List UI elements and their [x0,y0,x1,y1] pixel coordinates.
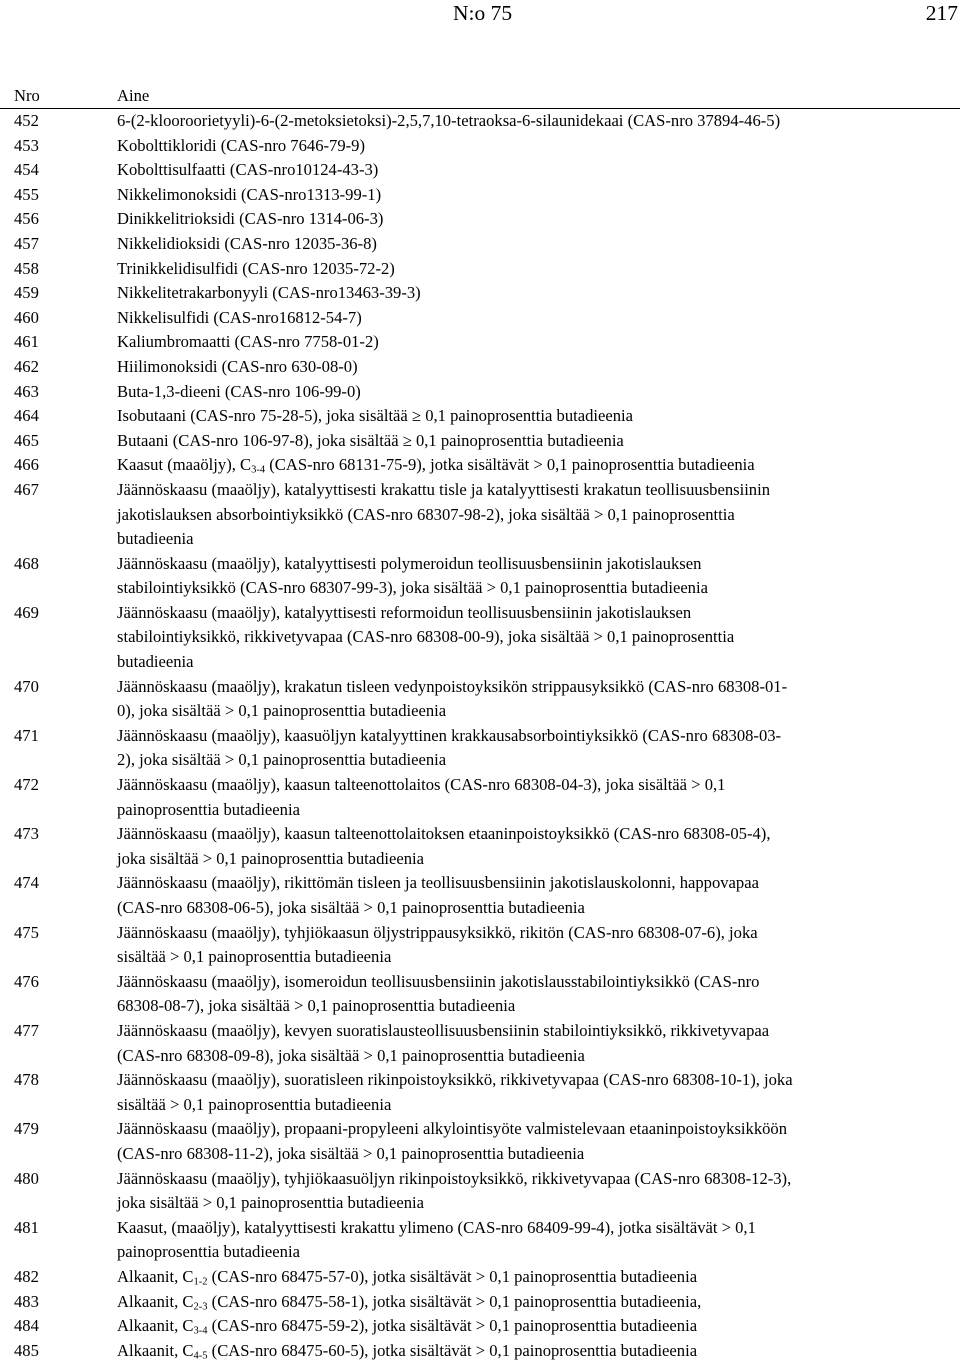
description-line [117,355,943,380]
description-line [117,847,943,872]
substance-description [117,970,943,1019]
substance-description [117,257,943,282]
text-segment: Buta-1,3-dieeni (CAS-nro 106-99-0) [117,381,361,401]
description-line [117,601,943,626]
text-segment: (CAS-nro 68308-11-2), joka sisältää > 0,1 painoprosenttia butadieenia [117,1143,585,1163]
row-number: 456 [14,209,39,229]
substance-description [117,1019,943,1068]
row-number: 465 [14,430,39,450]
substance-description [117,330,943,355]
table-row [0,183,960,208]
row-number: 466 [14,455,39,475]
substance-description [117,109,943,134]
description-line [117,134,943,159]
text-segment: painoprosenttia butadieenia [117,799,300,819]
description-line [117,453,943,478]
text-segment: Jäännöskaasu (maaöljy), propaani-propyleeni alkylointisyöte valmistelevaan etaaninpoistoyksikköön [117,1119,788,1139]
text-segment: Jäännöskaasu (maaöljy), suoratisleen rikinpoistoyksikkö, rikkivetyvapaa (CAS-nro 68308-10-1), joka [117,1070,793,1090]
description-line [117,1142,943,1167]
row-number: 453 [14,135,39,155]
table-row [0,1117,960,1166]
row-number: 452 [14,111,39,130]
description-line [117,773,943,798]
description-line [117,1044,943,1069]
text-segment: Kaasut (maaöljy), C [117,455,252,475]
substance-description [117,429,943,454]
row-number: 473 [14,824,39,844]
table-row [0,380,960,405]
row-number: 477 [14,1020,39,1040]
substance-description [117,822,943,871]
text-segment: (CAS-nro 68308-09-8), joka sisältää > 0,1 painoprosenttia butadieenia [117,1045,585,1065]
description-line [117,1191,943,1216]
substance-description [117,478,943,552]
text-segment: Alkaanit, C [117,1316,194,1336]
table-row [0,601,960,675]
row-number: 459 [14,283,39,303]
table-row [0,970,960,1019]
text-segment: Kobolttisulfaatti (CAS-nro10124-43-3) [117,160,379,180]
text-segment: Nikkelitetrakarbonyyli (CAS-nro13463-39-3) [117,283,421,303]
description-line [117,1240,943,1265]
substance-description [117,871,943,920]
row-number: 471 [14,725,39,745]
table-row [0,871,960,920]
column-header-aine: Aine [117,86,150,105]
text-segment: Hiilimonoksidi (CAS-nro 630-08-0) [117,356,358,376]
substance-description [117,306,943,331]
description-line [117,527,943,552]
description-line [117,1314,943,1339]
substance-description [117,1068,943,1117]
description-line [117,232,943,257]
substance-description [117,1314,943,1339]
text-segment: jakotislauksen absorbointiyksikkö (CAS-nro 68307-98-2), joka sisältää > 0,1 painoprosenttia [117,504,735,524]
row-number: 482 [14,1266,39,1286]
description-line [117,1093,943,1118]
row-number: 472 [14,775,39,795]
text-segment: painoprosenttia butadieenia [117,1242,300,1262]
text-segment: stabilointiyksikkö (CAS-nro 68307-99-3), joka sisältää > 0,1 painoprosenttia butadieenia [117,578,708,598]
row-number: 461 [14,332,39,352]
description-line [117,183,943,208]
description-line [117,281,943,306]
carbon-range-subscript: 1-2 [193,1276,208,1288]
description-line [117,576,943,601]
table-row [0,429,960,454]
row-number: 474 [14,873,39,893]
table-row [0,1265,960,1290]
table-row [0,1019,960,1068]
description-line [117,429,943,454]
description-line [117,1290,943,1315]
text-segment: 2), joka sisältää > 0,1 painoprosenttia butadieenia [117,750,447,770]
row-number: 462 [14,356,39,376]
description-line [117,109,943,134]
text-segment: joka sisältää > 0,1 painoprosenttia butadieenia [117,1193,425,1213]
description-line [117,822,943,847]
description-line [117,896,943,921]
description-line [117,503,943,528]
description-line [117,994,943,1019]
substance-description [117,1167,943,1216]
row-number: 470 [14,676,39,696]
row-number: 485 [14,1340,39,1360]
carbon-range-subscript: 2-3 [193,1301,208,1312]
table-row [0,134,960,159]
text-segment: 68308-08-7), joka sisältää > 0,1 painoprosenttia butadieenia [117,996,516,1016]
description-line [117,970,943,995]
table-header [0,84,960,109]
description-line [117,724,943,749]
table-row [0,1290,960,1315]
description-line [117,207,943,232]
text-segment: butadieenia [117,529,194,549]
description-line [117,748,943,773]
table-row [0,257,960,282]
table-row [0,1068,960,1117]
description-line [117,552,943,577]
text-segment: 6-(2-klooroorietyyli)-6-(2-metoksietoksi)-2,5,7,10-tetraoksa-6-silaunidekaai (CAS-nro 37894-46-5) [117,111,781,130]
substance-description [117,1290,943,1315]
table-row [0,1314,960,1339]
text-segment: Jäännöskaasu (maaöljy), kaasuöljyn katalyyttinen krakkausabsorbointiyksikkö (CAS-nro 68308-03- [117,725,782,745]
substance-description [117,1117,943,1166]
table-row [0,207,960,232]
description-line [117,158,943,183]
text-segment: Jäännöskaasu (maaöljy), kevyen suoratislausteollisuusbensiinin stabilointiyksikkö, rikkivetyvapaa [117,1020,770,1040]
table-row [0,478,960,552]
description-line [117,1019,943,1044]
text-segment: (CAS-nro 68131-75-9), jotka sisältävät > 0,1 painoprosenttia butadieenia [265,455,755,475]
table-row [0,1339,960,1364]
substance-description [117,207,943,232]
text-segment: Jäännöskaasu (maaöljy), katalyyttisesti polymeroidun teollisuusbensiinin jakotislauksen [117,553,702,573]
description-line [117,478,943,503]
text-segment: 0), joka sisältää > 0,1 painoprosenttia butadieenia [117,701,447,721]
row-number: 481 [14,1217,39,1237]
text-segment: (CAS-nro 68475-59-2), jotka sisältävät > 0,1 painoprosenttia butadieenia [207,1316,698,1336]
row-number: 454 [14,160,39,180]
text-segment: Jäännöskaasu (maaöljy), kaasun talteenottolaitoksen etaaninpoistoyksikkö (CAS-nro 68308-05-4), [117,824,771,844]
row-number: 475 [14,922,39,942]
table-row [0,453,960,478]
row-number: 483 [14,1291,39,1311]
substance-description [117,404,943,429]
description-line [117,650,943,675]
description-line [117,257,943,282]
text-segment: Jäännöskaasu (maaöljy), tyhjiökaasuöljyn rikinpoistoyksikkö, rikkivetyvapaa (CAS-nro 68308-12-3), [117,1168,792,1188]
table-row [0,1167,960,1216]
row-number: 463 [14,381,39,401]
row-number: 480 [14,1168,39,1188]
row-number: 468 [14,553,39,573]
text-segment: Jäännöskaasu (maaöljy), krakatun tisleen vedynpoistoyksikön strippausyksikkö (CAS-nro 68308-01- [117,676,788,696]
table-row [0,822,960,871]
table-body [0,109,960,1364]
row-number: 464 [14,406,39,426]
text-segment: Butaani (CAS-nro 106-97-8), joka sisältää ≥ 0,1 painoprosenttia butadieenia [117,430,624,450]
text-segment: Jäännöskaasu (maaöljy), tyhjiökaasun öljystrippausyksikkö, rikitön (CAS-nro 68308-07-6), joka [117,922,758,942]
text-segment: Nikkelidioksidi (CAS-nro 12035-36-8) [117,233,377,253]
text-segment: sisältää > 0,1 painoprosenttia butadieenia [117,1094,392,1114]
row-number: 484 [14,1316,39,1336]
description-line [117,675,943,700]
table-row [0,724,960,773]
row-number: 478 [14,1070,39,1090]
text-segment: joka sisältää > 0,1 painoprosenttia butadieenia [117,848,425,868]
substance-description [117,134,943,159]
text-segment: butadieenia [117,652,194,672]
description-line [117,625,943,650]
table-row [0,552,960,601]
table-row [0,404,960,429]
description-line [117,380,943,405]
text-segment: Alkaanit, C [117,1340,194,1360]
text-segment: Alkaanit, C [117,1266,194,1286]
description-line [117,871,943,896]
substance-description [117,675,943,724]
substance-description [117,183,943,208]
description-line [117,1265,943,1290]
row-number: 455 [14,184,39,204]
description-line [117,1167,943,1192]
text-segment: Alkaanit, C [117,1291,194,1311]
substance-description [117,1265,943,1290]
text-segment: Nikkelisulfidi (CAS-nro16812-54-7) [117,307,362,327]
table-row [0,355,960,380]
substance-description [117,773,943,822]
description-line [117,921,943,946]
table-row [0,1216,960,1265]
text-segment: (CAS-nro 68475-60-5), jotka sisältävät > 0,1 painoprosenttia butadieenia [207,1340,698,1360]
description-line [117,404,943,429]
text-segment: (CAS-nro 68308-06-5), joka sisältää > 0,1 painoprosenttia butadieenia [117,898,585,917]
text-segment: Isobutaani (CAS-nro 75-28-5), joka sisältää ≥ 0,1 painoprosenttia butadieenia [117,406,634,426]
text-segment: Jäännöskaasu (maaöljy), kaasun talteenottolaitos (CAS-nro 68308-04-3), joka sisältää > 0,1 [117,775,726,795]
row-number: 476 [14,971,39,991]
text-segment: Jäännöskaasu (maaöljy), katalyyttisesti reformoidun teollisuusbensiinin jakotislauksen [117,602,692,622]
substance-description [117,601,943,675]
table-row [0,773,960,822]
substance-description [117,355,943,380]
carbon-range-subscript: 3-4 [251,464,266,476]
row-number: 458 [14,258,39,278]
table-row [0,109,960,134]
substance-description [117,1216,943,1265]
substance-description [117,453,943,478]
table-row [0,921,960,970]
text-segment: Nikkelimonoksidi (CAS-nro1313-99-1) [117,184,382,204]
description-line [117,945,943,970]
table-row [0,330,960,355]
text-segment: Kaliumbromaatti (CAS-nro 7758-01-2) [117,332,379,352]
table-row [0,232,960,257]
text-segment: stabilointiyksikkö, rikkivetyvapaa (CAS-nro 68308-00-9), joka sisältää > 0,1 painoprosenttia [117,627,735,647]
substance-description [117,921,943,970]
row-number: 467 [14,479,39,499]
text-segment: sisältää > 0,1 painoprosenttia butadieenia [117,947,392,967]
row-number: 460 [14,307,39,327]
row-number: 479 [14,1119,39,1139]
substance-description [117,380,943,405]
description-line [117,699,943,724]
table-row [0,675,960,724]
substance-description [117,724,943,773]
text-segment: Jäännöskaasu (maaöljy), katalyyttisesti krakattu tisle ja katalyyttisesti krakatun teollisuusbensiinin [117,479,771,499]
page-number: 217 [925,1,958,25]
table-row [0,281,960,306]
text-segment: (CAS-nro 68475-57-0), jotka sisältävät > 0,1 painoprosenttia butadieenia [207,1266,698,1286]
text-segment: (CAS-nro 68475-58-1), jotka sisältävät > 0,1 painoprosenttia butadieenia, [207,1291,702,1311]
substance-description [117,281,943,306]
description-line [117,306,943,331]
description-line [117,798,943,823]
table-row [0,306,960,331]
column-header-nro: Nro [14,86,40,105]
substance-description [117,1339,943,1364]
text-segment: Kobolttikloridi (CAS-nro 7646-79-9) [117,135,365,155]
description-line [117,330,943,355]
carbon-range-subscript: 3-4 [193,1325,208,1337]
text-segment: Kaasut, (maaöljy), katalyyttisesti krakattu ylimeno (CAS-nro 68409-99-4), jotka sisältävät > 0,1 [117,1217,756,1237]
table-row [0,158,960,183]
text-segment: Dinikkelitrioksidi (CAS-nro 1314-06-3) [117,209,384,229]
text-segment: Trinikkelidisulfidi (CAS-nro 12035-72-2) [117,258,395,278]
substance-description [117,232,943,257]
description-line [117,1068,943,1093]
substance-description [117,552,943,601]
substance-description [117,158,943,183]
row-number: 469 [14,602,39,622]
description-line [117,1216,943,1241]
substance-table [0,84,960,1363]
description-line [117,1117,943,1142]
row-number: 457 [14,233,39,253]
text-segment: Jäännöskaasu (maaöljy), isomeroidun teollisuusbensiinin jakotislausstabilointiyksikkö (CAS-nro [117,971,760,991]
description-line [117,1339,943,1364]
carbon-range-subscript: 4-5 [193,1350,208,1362]
issue-number: N:o 75 [453,1,513,25]
page-header [0,0,960,34]
text-segment: Jäännöskaasu (maaöljy), rikittömän tisleen ja teollisuusbensiinin jakotislauskolonni, happovapaa [117,873,759,893]
